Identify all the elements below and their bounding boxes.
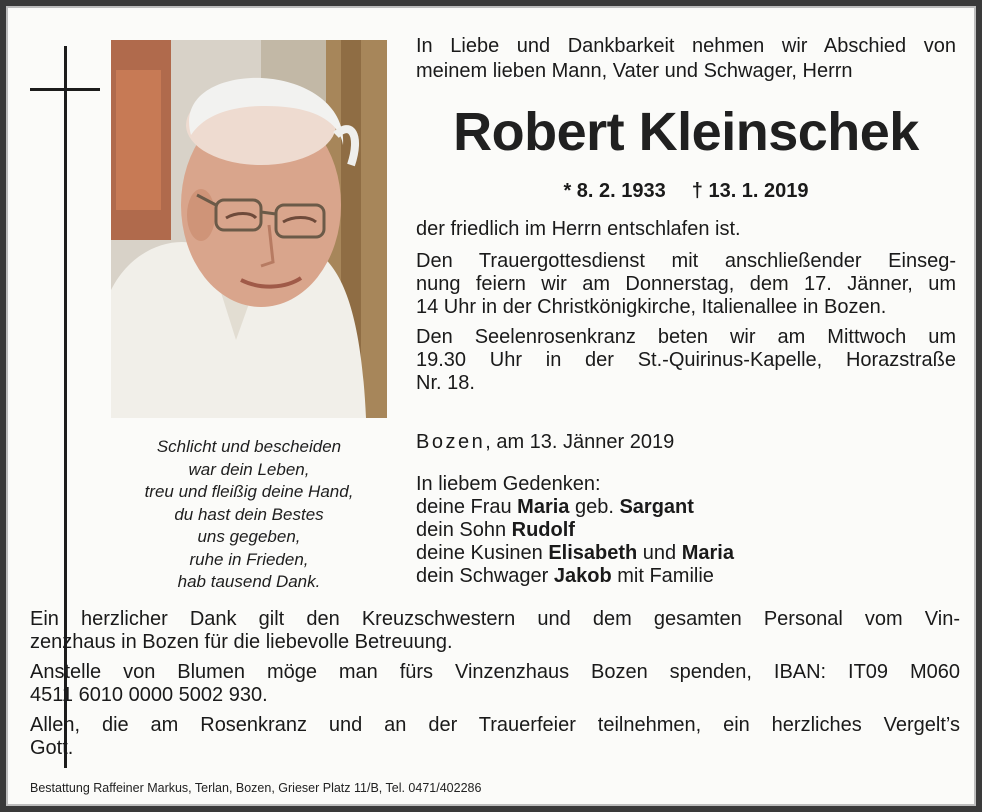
place-city: Bozen [416, 431, 486, 453]
cross-icon-bar [30, 88, 100, 91]
mourner-son [416, 519, 734, 542]
relation-label: deine Frau [416, 496, 518, 518]
memorial-poem [111, 436, 387, 594]
birth-date: * 8. 2. 1933 [563, 180, 666, 202]
rosary-line: Den Seelenrosenkranz beten wir am Mittwoch um [416, 326, 956, 348]
mourner-name: Elisabeth [548, 542, 638, 564]
mourner-name: Jakob [553, 565, 612, 587]
mourners-list [416, 473, 734, 588]
service-line: nung feiern wir am Donnerstag, dem 17. Jänner, um [416, 273, 956, 295]
deceased-name: Robert Kleinschek [453, 102, 919, 162]
intro-line: In Liebe und Dankbarkeit nehmen wir Abschied von [416, 35, 956, 57]
mourner-name: Maria [681, 542, 734, 564]
rosary-text [416, 326, 956, 395]
obituary-notice [6, 6, 976, 806]
donation-line: 4511 6010 0000 5002 930. [30, 684, 268, 706]
gratitude-line: Gott. [30, 737, 74, 759]
portrait-photo [111, 40, 387, 418]
relation-label: dein Schwager [416, 565, 554, 587]
service-line: 14 Uhr in der Christkönigkirche, Italienallee in Bozen. [416, 296, 887, 318]
thanks-line: Ein herzlicher Dank gilt den Kreuzschwestern und dem gesamten Personal vom Vin- [30, 608, 960, 630]
place-date: , am 13. Jänner 2019 [485, 431, 675, 453]
poem-line: Schlicht und bescheiden [156, 437, 342, 456]
place-and-date [416, 430, 674, 454]
cross-icon [64, 46, 67, 768]
poem-line: du hast dein Bestes [174, 504, 324, 524]
funeral-home-footer: Bestattung Raffeiner Markus, Terlan, Bozen, Grieser Platz 11/B, Tel. 0471/402286 [30, 781, 482, 795]
donation-line: Anstelle von Blumen möge man fürs Vinzenzhaus Bozen spenden, IBAN: IT09 M060 [30, 661, 960, 683]
life-dates [416, 178, 956, 204]
poem-line: uns gegeben, [197, 527, 301, 546]
mourner-name: Rudolf [511, 519, 575, 541]
intro-line: meinem lieben Mann, Vater und Schwager, Herrn [416, 60, 853, 82]
funeral-service-text [416, 250, 956, 319]
passing-text [416, 218, 956, 241]
mourner-cousins [416, 542, 734, 565]
mourners-heading: In liebem Gedenken: [416, 473, 601, 495]
poem-line: treu und fleißig deine Hand, [144, 482, 354, 501]
thanks-line: zenzhaus in Bozen für die liebevolle Betreuung. [30, 631, 453, 653]
gratitude-line: Allen, die am Rosenkranz und an der Trauerfeier teilnehmen, ein herzliches Vergelt’s [30, 714, 960, 736]
poem-line: ruhe in Frieden, [189, 549, 309, 569]
donation-paragraph [30, 661, 960, 707]
service-line: Den Trauergottesdienst mit anschließender Einseg- [416, 250, 956, 272]
gratitude-paragraph [30, 714, 960, 760]
intro-text [416, 34, 956, 84]
mourner-maiden-name: Sargant [619, 496, 694, 518]
poem-line: war dein Leben, [188, 459, 310, 479]
relation-label: mit Familie [611, 565, 714, 587]
death-date: † 13. 1. 2019 [691, 180, 809, 202]
poem-line: hab tausend Dank. [177, 572, 321, 591]
relation-label: dein Sohn [416, 519, 512, 541]
rosary-line: Nr. 18. [416, 372, 475, 394]
mourner-name: Maria [517, 496, 570, 518]
relation-label: geb. [569, 496, 620, 518]
passing-line: der friedlich im Herrn entschlafen ist. [416, 218, 741, 240]
thanks-paragraph [30, 608, 960, 654]
mourner-wife [416, 496, 734, 519]
rosary-line: 19.30 Uhr in der St.-Quirinus-Kapelle, Horazstraße [416, 349, 956, 371]
relation-label: und [637, 542, 682, 564]
relation-label: deine Kusinen [416, 542, 549, 564]
mourner-brother-in-law [416, 565, 734, 588]
